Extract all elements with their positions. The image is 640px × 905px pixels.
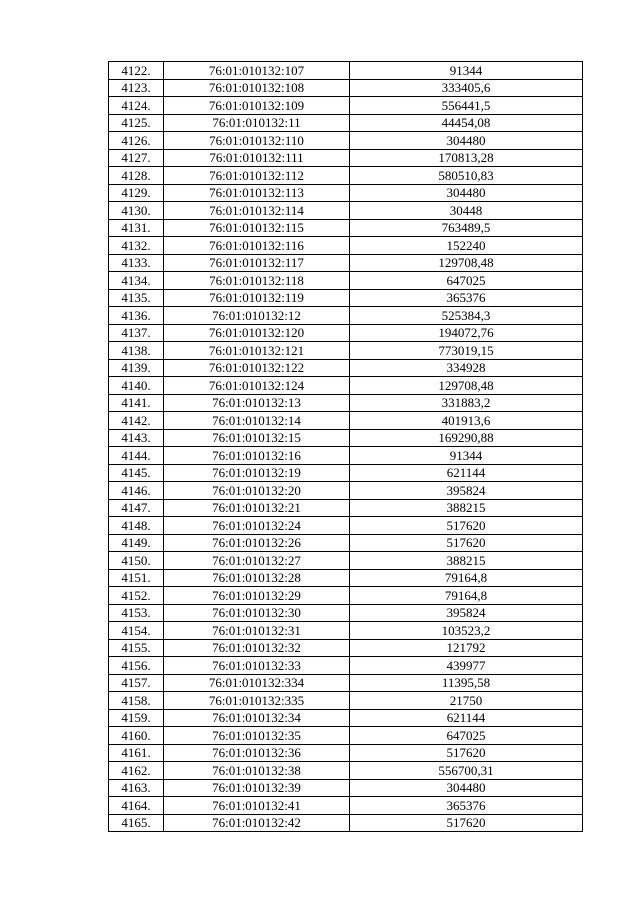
row-number-cell: 4164.: [109, 797, 164, 815]
cadastral-number-cell: 76:01:010132:110: [164, 132, 350, 150]
table-row: [109, 552, 583, 570]
value-cell: 194072,76: [350, 324, 583, 342]
table-row: [109, 657, 583, 675]
table-row: [109, 587, 583, 605]
row-number-cell: 4140.: [109, 377, 164, 395]
table-row: [109, 464, 583, 482]
table-row: [109, 797, 583, 815]
table-row: [109, 114, 583, 132]
table-row: [109, 447, 583, 465]
row-number-cell: 4155.: [109, 639, 164, 657]
table-row: [109, 202, 583, 220]
value-cell: 129708,48: [350, 254, 583, 272]
row-number-cell: 4129.: [109, 184, 164, 202]
cadastral-number-cell: 76:01:010132:109: [164, 97, 350, 115]
value-cell: 169290,88: [350, 429, 583, 447]
row-number-cell: 4131.: [109, 219, 164, 237]
table-row: [109, 692, 583, 710]
cadastral-number-cell: 76:01:010132:124: [164, 377, 350, 395]
row-number-cell: 4150.: [109, 552, 164, 570]
cadastral-number-cell: 76:01:010132:118: [164, 272, 350, 290]
row-number-cell: 4159.: [109, 709, 164, 727]
table-body: [109, 62, 583, 832]
cadastral-number-cell: 76:01:010132:335: [164, 692, 350, 710]
value-cell: 333405,6: [350, 79, 583, 97]
table-row: [109, 272, 583, 290]
cadastral-number-cell: 76:01:010132:34: [164, 709, 350, 727]
cadastral-number-cell: 76:01:010132:21: [164, 499, 350, 517]
value-cell: 304480: [350, 132, 583, 150]
row-number-cell: 4124.: [109, 97, 164, 115]
table-row: [109, 62, 583, 80]
row-number-cell: 4128.: [109, 167, 164, 185]
row-number-cell: 4127.: [109, 149, 164, 167]
cadastral-number-cell: 76:01:010132:121: [164, 342, 350, 360]
value-cell: 395824: [350, 604, 583, 622]
cadastral-number-cell: 76:01:010132:12: [164, 307, 350, 325]
row-number-cell: 4148.: [109, 517, 164, 535]
table-row: [109, 779, 583, 797]
row-number-cell: 4135.: [109, 289, 164, 307]
value-cell: 763489,5: [350, 219, 583, 237]
value-cell: 621144: [350, 709, 583, 727]
value-cell: 556441,5: [350, 97, 583, 115]
cadastral-number-cell: 76:01:010132:112: [164, 167, 350, 185]
table-row: [109, 359, 583, 377]
cadastral-number-cell: 76:01:010132:107: [164, 62, 350, 80]
cadastral-number-cell: 76:01:010132:26: [164, 534, 350, 552]
value-cell: 365376: [350, 797, 583, 815]
cadastral-number-cell: 76:01:010132:108: [164, 79, 350, 97]
value-cell: 517620: [350, 517, 583, 535]
cadastral-number-cell: 76:01:010132:38: [164, 762, 350, 780]
cadastral-number-cell: 76:01:010132:42: [164, 814, 350, 832]
row-number-cell: 4138.: [109, 342, 164, 360]
table-row: [109, 132, 583, 150]
row-number-cell: 4154.: [109, 622, 164, 640]
table-row: [109, 622, 583, 640]
cadastral-number-cell: 76:01:010132:15: [164, 429, 350, 447]
cadastral-number-cell: 76:01:010132:119: [164, 289, 350, 307]
value-cell: 517620: [350, 744, 583, 762]
table-row: [109, 377, 583, 395]
table-row: [109, 237, 583, 255]
cadastral-number-cell: 76:01:010132:39: [164, 779, 350, 797]
value-cell: 647025: [350, 727, 583, 745]
value-cell: 304480: [350, 779, 583, 797]
cadastral-number-cell: 76:01:010132:120: [164, 324, 350, 342]
row-number-cell: 4157.: [109, 674, 164, 692]
value-cell: 580510,83: [350, 167, 583, 185]
value-cell: 401913,6: [350, 412, 583, 430]
value-cell: 388215: [350, 499, 583, 517]
value-cell: 773019,15: [350, 342, 583, 360]
row-number-cell: 4132.: [109, 237, 164, 255]
table-row: [109, 324, 583, 342]
row-number-cell: 4156.: [109, 657, 164, 675]
table-row: [109, 744, 583, 762]
cadastral-number-cell: 76:01:010132:27: [164, 552, 350, 570]
value-cell: 334928: [350, 359, 583, 377]
row-number-cell: 4152.: [109, 587, 164, 605]
cadastral-number-cell: 76:01:010132:28: [164, 569, 350, 587]
table-row: [109, 762, 583, 780]
row-number-cell: 4149.: [109, 534, 164, 552]
cadastral-number-cell: 76:01:010132:24: [164, 517, 350, 535]
table-row: [109, 604, 583, 622]
value-cell: 30448: [350, 202, 583, 220]
value-cell: 21750: [350, 692, 583, 710]
row-number-cell: 4146.: [109, 482, 164, 500]
table-row: [109, 412, 583, 430]
table-row: [109, 814, 583, 832]
table-row: [109, 167, 583, 185]
value-cell: 517620: [350, 814, 583, 832]
cadastral-number-cell: 76:01:010132:41: [164, 797, 350, 815]
cadastral-number-cell: 76:01:010132:36: [164, 744, 350, 762]
value-cell: 647025: [350, 272, 583, 290]
row-number-cell: 4145.: [109, 464, 164, 482]
row-number-cell: 4153.: [109, 604, 164, 622]
table-row: [109, 429, 583, 447]
cadastral-number-cell: 76:01:010132:114: [164, 202, 350, 220]
value-cell: 79164,8: [350, 587, 583, 605]
row-number-cell: 4147.: [109, 499, 164, 517]
row-number-cell: 4123.: [109, 79, 164, 97]
value-cell: 91344: [350, 62, 583, 80]
table-row: [109, 517, 583, 535]
row-number-cell: 4126.: [109, 132, 164, 150]
table-row: [109, 97, 583, 115]
row-number-cell: 4122.: [109, 62, 164, 80]
table-row: [109, 569, 583, 587]
value-cell: 621144: [350, 464, 583, 482]
value-cell: 395824: [350, 482, 583, 500]
table-row: [109, 79, 583, 97]
cadastral-number-cell: 76:01:010132:117: [164, 254, 350, 272]
cadastral-number-cell: 76:01:010132:31: [164, 622, 350, 640]
value-cell: 556700,31: [350, 762, 583, 780]
cadastral-number-cell: 76:01:010132:111: [164, 149, 350, 167]
row-number-cell: 4151.: [109, 569, 164, 587]
cadastral-number-cell: 76:01:010132:115: [164, 219, 350, 237]
cadastral-number-cell: 76:01:010132:16: [164, 447, 350, 465]
cadastral-number-cell: 76:01:010132:122: [164, 359, 350, 377]
table-row: [109, 219, 583, 237]
row-number-cell: 4158.: [109, 692, 164, 710]
value-cell: 388215: [350, 552, 583, 570]
row-number-cell: 4162.: [109, 762, 164, 780]
table-row: [109, 184, 583, 202]
row-number-cell: 4139.: [109, 359, 164, 377]
value-cell: 121792: [350, 639, 583, 657]
table-row: [109, 149, 583, 167]
row-number-cell: 4136.: [109, 307, 164, 325]
cadastral-number-cell: 76:01:010132:11: [164, 114, 350, 132]
row-number-cell: 4165.: [109, 814, 164, 832]
value-cell: 129708,48: [350, 377, 583, 395]
row-number-cell: 4160.: [109, 727, 164, 745]
table-row: [109, 534, 583, 552]
cadastral-number-cell: 76:01:010132:20: [164, 482, 350, 500]
value-cell: 152240: [350, 237, 583, 255]
row-number-cell: 4125.: [109, 114, 164, 132]
cadastral-number-cell: 76:01:010132:334: [164, 674, 350, 692]
table-row: [109, 254, 583, 272]
row-number-cell: 4141.: [109, 394, 164, 412]
cadastral-number-cell: 76:01:010132:113: [164, 184, 350, 202]
table-row: [109, 639, 583, 657]
value-cell: 170813,28: [350, 149, 583, 167]
row-number-cell: 4133.: [109, 254, 164, 272]
value-cell: 365376: [350, 289, 583, 307]
row-number-cell: 4163.: [109, 779, 164, 797]
value-cell: 103523,2: [350, 622, 583, 640]
row-number-cell: 4144.: [109, 447, 164, 465]
value-cell: 517620: [350, 534, 583, 552]
row-number-cell: 4142.: [109, 412, 164, 430]
cadastral-value-table: [108, 61, 583, 832]
cadastral-number-cell: 76:01:010132:35: [164, 727, 350, 745]
row-number-cell: 4134.: [109, 272, 164, 290]
cadastral-number-cell: 76:01:010132:33: [164, 657, 350, 675]
table-row: [109, 342, 583, 360]
cadastral-number-cell: 76:01:010132:32: [164, 639, 350, 657]
value-cell: 331883,2: [350, 394, 583, 412]
cadastral-number-cell: 76:01:010132:19: [164, 464, 350, 482]
table-row: [109, 709, 583, 727]
row-number-cell: 4161.: [109, 744, 164, 762]
row-number-cell: 4130.: [109, 202, 164, 220]
value-cell: 304480: [350, 184, 583, 202]
table-row: [109, 394, 583, 412]
value-cell: 525384,3: [350, 307, 583, 325]
value-cell: 44454,08: [350, 114, 583, 132]
table-row: [109, 727, 583, 745]
row-number-cell: 4137.: [109, 324, 164, 342]
cadastral-number-cell: 76:01:010132:116: [164, 237, 350, 255]
cadastral-number-cell: 76:01:010132:29: [164, 587, 350, 605]
cadastral-number-cell: 76:01:010132:30: [164, 604, 350, 622]
value-cell: 11395,58: [350, 674, 583, 692]
value-cell: 439977: [350, 657, 583, 675]
value-cell: 79164,8: [350, 569, 583, 587]
table-row: [109, 482, 583, 500]
row-number-cell: 4143.: [109, 429, 164, 447]
cadastral-number-cell: 76:01:010132:13: [164, 394, 350, 412]
table-row: [109, 289, 583, 307]
table-row: [109, 307, 583, 325]
table-row: [109, 674, 583, 692]
cadastral-number-cell: 76:01:010132:14: [164, 412, 350, 430]
table-row: [109, 499, 583, 517]
value-cell: 91344: [350, 447, 583, 465]
